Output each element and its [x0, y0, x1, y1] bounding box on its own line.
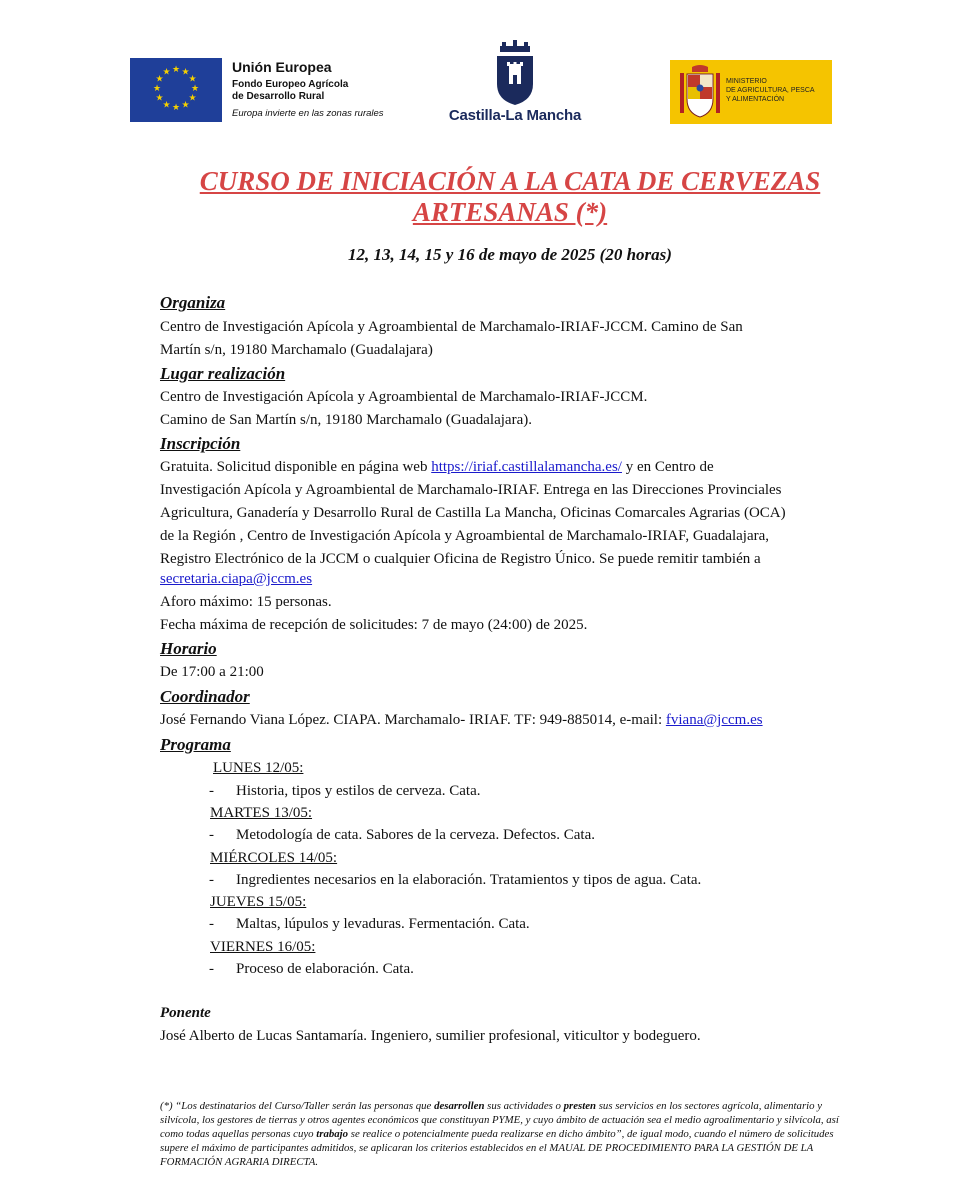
svg-text:★: ★	[155, 93, 164, 104]
coordinador-line	[160, 709, 763, 732]
horario-heading: Horario	[160, 639, 217, 658]
organiza-line1: Centro de Investigación Apícola y Agroambiental de Marchamalo-IRIAF-JCCM. Camino de San	[160, 319, 743, 335]
programa-heading: Programa	[160, 735, 231, 754]
program-item-text: Ingredientes necesarios en la elaboración. Tratamientos y tipos de agua. Cata.	[236, 872, 702, 888]
footnote-bold: desarrollen	[434, 1100, 485, 1112]
footnote	[160, 1099, 860, 1169]
list-dash: -	[209, 916, 214, 932]
spain-coat-of-arms-icon	[678, 65, 722, 119]
horario-text: De 17:00 a 21:00	[160, 664, 264, 680]
ministry-line3: Y ALIMENTACIÓN	[726, 96, 785, 103]
footnote-bold: presten	[563, 1100, 597, 1112]
list-dash: -	[209, 783, 214, 799]
eu-tagline: Europa invierte en las zonas rurales	[232, 108, 384, 119]
course-title-line1: CURSO DE INICIACIÓN A LA CATA DE CERVEZAS	[199, 166, 821, 196]
svg-text:★: ★	[188, 93, 197, 104]
program-item	[209, 958, 414, 980]
ministry-line1: MINISTERIO	[726, 78, 767, 85]
program-item	[209, 824, 595, 846]
fecha-maxima: Fecha máxima de recepción de solicitudes: 7 de mayo (24:00) de 2025.	[160, 617, 588, 633]
program-item-text: Proceso de elaboración. Cata.	[236, 961, 414, 977]
crown-shield-icon	[493, 40, 537, 106]
organiza-heading: Organiza	[160, 293, 226, 312]
program-day: VIERNES 16/05:	[210, 939, 316, 955]
ministry-logo	[670, 60, 832, 124]
inscripcion-line1-pre: Gratuita. Solicitud disponible en página web	[160, 459, 432, 475]
list-dash: -	[209, 872, 214, 888]
iriaf-website-link[interactable]: https://iriaf.castillalamancha.es/	[431, 459, 622, 475]
svg-text:★: ★	[162, 67, 171, 78]
footnote-part: (*) “Los destinatarios del Curso/Taller serán las personas que	[160, 1100, 435, 1112]
footnote-part: sus servicios en los sectores agrícola, alimentario y silvícola, los gestores de tierras y otros agentes económicos que constituyan PYME, y cuyo ámbito de actuación sea el medio agroalimentario y silvícola, así como todas aquellas personas cuyo	[160, 1100, 839, 1140]
castilla-la-mancha-logo	[435, 40, 595, 130]
svg-text:★: ★	[155, 74, 164, 85]
course-title-line2: ARTESANAS (*)	[412, 197, 608, 227]
svg-text:★: ★	[162, 100, 171, 111]
inscripcion-line1-post: y en Centro de	[621, 459, 714, 475]
clm-name: Castilla-La Mancha	[448, 107, 582, 124]
svg-text:★: ★	[181, 100, 190, 111]
ministry-line2: DE AGRICULTURA, PESCA	[726, 87, 815, 94]
program-day: LUNES 12/05:	[213, 760, 304, 776]
list-dash: -	[209, 961, 214, 977]
svg-text:★: ★	[171, 103, 181, 113]
inscripcion-line1	[160, 456, 714, 479]
svg-text:★: ★	[190, 84, 200, 94]
inscripcion-line2: Investigación Apícola y Agroambiental de Marchamalo-IRIAF. Entrega en las Direcciones Provinciales	[160, 482, 782, 498]
svg-text:★: ★	[171, 65, 181, 75]
list-dash: -	[209, 827, 214, 843]
coordinador-email-link[interactable]: fviana@jccm.es	[665, 712, 763, 728]
ponente-heading: Ponente	[160, 1005, 211, 1021]
inscripcion-heading: Inscripción	[160, 434, 241, 453]
program-item	[209, 913, 530, 935]
program-item-text: Historia, tipos y estilos de cerveza. Cata.	[236, 783, 481, 799]
footnote-part: se realice o potencialmente pueda realizarse en dicho ámbito”, de igual modo, cuando el número de solicitudes supere el máximo de participantes admitidos, se aplicaran los criterios establecidos en el MAUAL DE PROCEDIMIENTO PARA LA GESTIÓN DE LA FORMACIÓN AGRARIA DIRECTA.	[160, 1128, 834, 1168]
organiza-line2: Martín s/n, 19180 Marchamalo (Guadalajara)	[160, 342, 433, 358]
program-item-text: Maltas, lúpulos y levaduras. Fermentación. Cata.	[236, 916, 530, 932]
program-day: MIÉRCOLES 14/05:	[210, 850, 338, 866]
lugar-heading: Lugar realización	[160, 364, 286, 383]
aforo: Aforo máximo: 15 personas.	[160, 594, 332, 610]
svg-text:★: ★	[152, 84, 162, 94]
coordinador-text: José Fernando Viana López. CIAPA. Marchamalo- IRIAF. TF: 949-885014, e-mail:	[160, 712, 666, 728]
secretaria-email-link[interactable]: secretaria.ciapa@jccm.es	[160, 571, 313, 587]
program-item	[209, 869, 701, 891]
lugar-line1: Centro de Investigación Apícola y Agroambiental de Marchamalo-IRIAF-JCCM.	[160, 389, 648, 405]
inscripcion-line4: de la Región , Centro de Investigación Apícola y Agroambiental de Marchamalo-IRIAF, Guadalajara,	[160, 528, 770, 544]
eu-fund-line2: de Desarrollo Rural	[232, 91, 325, 102]
course-dates: 12, 13, 14, 15 y 16 de mayo de 2025 (20 horas)	[348, 245, 672, 264]
lugar-line2: Camino de San Martín s/n, 19180 Marchamalo (Guadalajara).	[160, 412, 532, 428]
program-item-text: Metodología de cata. Sabores de la cerveza. Defectos. Cata.	[236, 827, 596, 843]
program-day: JUEVES 15/05:	[210, 894, 307, 910]
inscripcion-line5: Registro Electrónico de la JCCM o cualquier Oficina de Registro Único. Se puede remitir también a	[160, 551, 761, 567]
eu-title: Unión Europea	[232, 59, 332, 75]
inscripcion-email-line	[160, 568, 312, 591]
eu-fund-line1: Fondo Europeo Agrícola	[232, 79, 349, 90]
svg-text:★: ★	[188, 74, 197, 85]
eu-flag-icon	[130, 58, 222, 122]
coordinador-heading: Coordinador	[160, 687, 250, 706]
ponente-text: José Alberto de Lucas Santamaría. Ingeniero, sumilier profesional, viticultor y bodeguero.	[160, 1028, 701, 1044]
footnote-part: sus actividades o	[484, 1100, 564, 1112]
inscripcion-line3: Agricultura, Ganadería y Desarrollo Rural de Castilla La Mancha, Oficinas Comarcales Agrarias (OCA)	[160, 505, 786, 521]
eu-logo-block	[130, 58, 390, 122]
program-day: MARTES 13/05:	[210, 805, 313, 821]
program-item	[209, 780, 481, 802]
footnote-bold: trabajo	[316, 1128, 349, 1140]
svg-text:★: ★	[181, 67, 190, 78]
